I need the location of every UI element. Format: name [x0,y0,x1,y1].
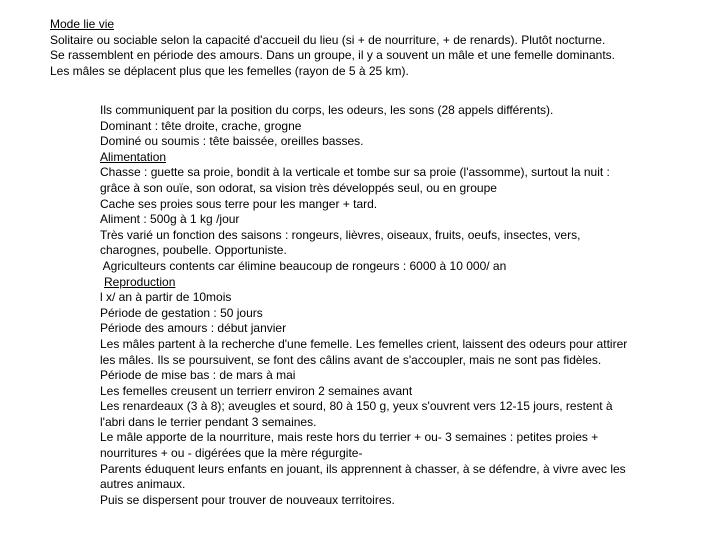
text-line: Très varié un fonction des saisons : rongeurs, lièvres, oiseaux, fruits, oeufs, insectes, vers, [100,227,581,242]
section-heading-reproduction: Reproduction [104,274,176,289]
section-heading-alimentation: Alimentation [100,149,167,164]
text-line: Se rassemblent en période des amours. Dans un groupe, il y a souvent un mâle et une femelle dominants. [50,48,615,63]
text-line: Agriculteurs contents car élimine beaucoup de rongeurs : 6000 à 10 000/ an [100,258,507,273]
text-line: Chasse : guette sa proie, bondit à la verticale et tombe sur sa proie (l'assomme), surtout la nuit : [100,165,610,180]
text-line: Dominé ou soumis : tête baissée, oreilles basses. [100,134,364,149]
text-line: nourritures + ou - digérées que la mère régurgite- [100,446,363,461]
text-line: Période des amours : début janvier [100,321,287,336]
text-line: Ils communiquent par la position du corps, les odeurs, les sons (28 appels différents). [100,103,554,117]
text-line: l'abri dans le terrier pendant 3 semaines. [100,414,317,429]
text-line: Le mâle apporte de la nourriture, mais reste hors du terrier + ou- 3 semaines : petites proies + [100,430,599,445]
text-line: Les renardeaux (3 à 8); aveugles et sourd, 80 à 150 g, yeux s'ouvrent vers 12-15 jours, restent à [100,399,613,414]
details-section [100,103,665,508]
text-line: Puis se dispersent pour trouver de nouveaux territoires. [100,492,395,507]
text-line: Solitaire ou sociable selon la capacité d'accueil du lieu (si + de nourriture, + de renards). Plutôt nocturne. [50,32,606,47]
text-line: autres animaux. [100,477,186,492]
intro-section [50,17,710,79]
text-line: charognes, poubelle. Opportuniste. [100,243,287,258]
text-line: Dominant : tête droite, crache, grogne [100,118,302,133]
text-line: Cache ses proies sous terre pour les manger + tard. [100,196,378,211]
text-line: les mâles. Ils se poursuivent, se font des câlins avant de s'accoupler, mais ne sont pas fidèles. [100,352,602,367]
text-line: Les mâles partent à la recherche d'une femelle. Les femelles crient, laissent des odeurs pour attirer [100,336,628,351]
text-line: Parents éduquent leurs enfants en jouant, ils apprennent à chasser, à se défendre, à vivre avec les [100,461,626,476]
text-line: Aliment : 500g à 1 kg /jour [100,212,240,227]
section-heading-mode-de-vie: Mode lie vie [50,17,115,31]
text-line: Période de mise bas : de mars à mai [100,368,296,383]
text-line: Les mâles se déplacent plus que les femelles (rayon de 5 à 25 km). [50,63,409,78]
text-line: Les femelles creusent un terrierr environ 2 semaines avant [100,383,413,398]
text-line: Période de gestation : 50 jours [100,305,263,320]
text-line: grâce à son ouïe, son odorat, sa vision très développés seul, ou en groupe [100,180,497,195]
text-line: l x/ an à partir de 10mois [100,290,232,305]
